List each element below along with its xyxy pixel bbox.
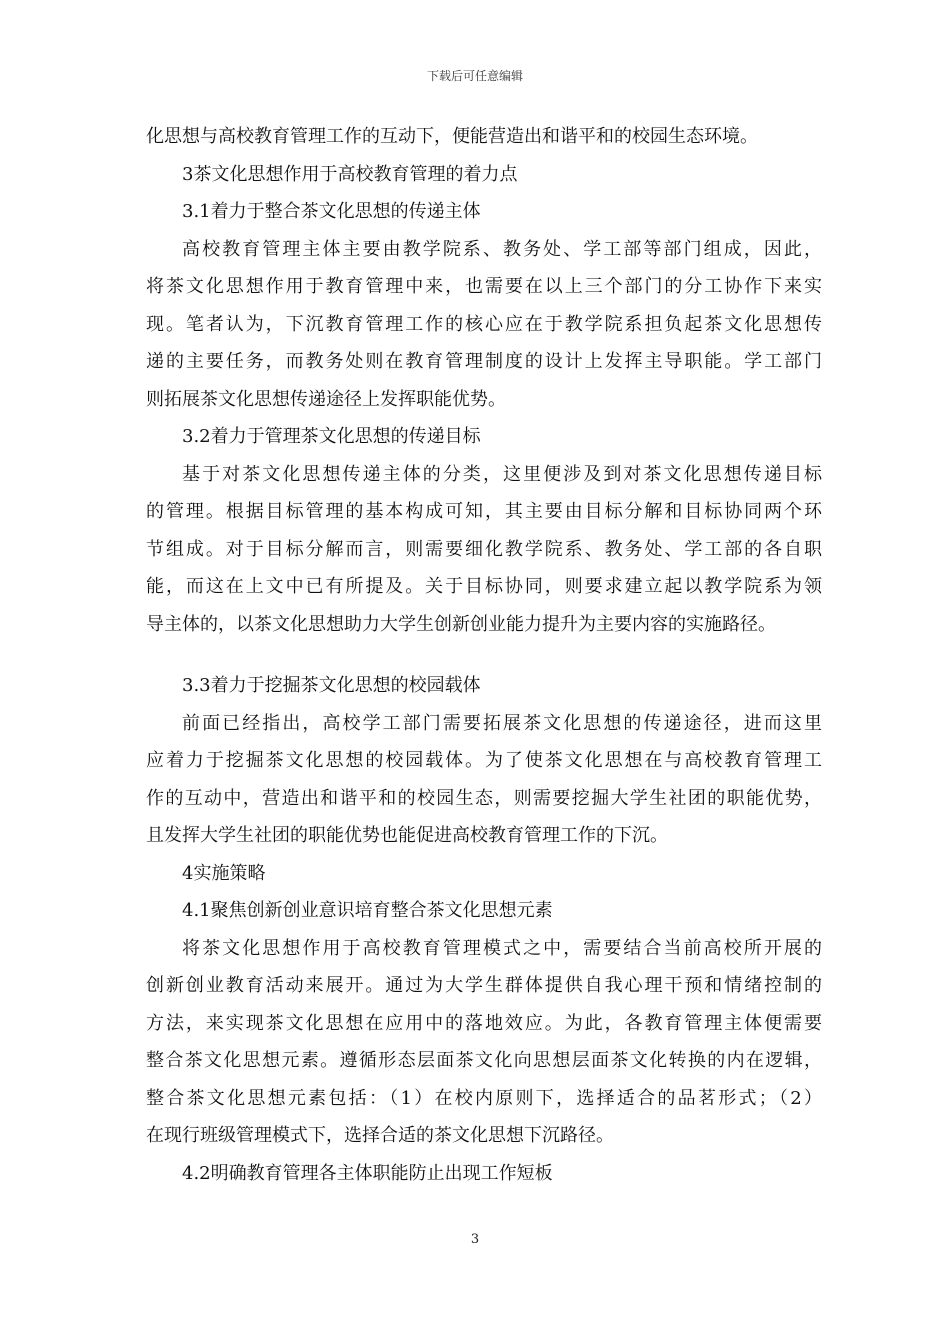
paragraph-line: 且发挥大学生社团的职能优势也能促进高校教育管理工作的下沉。 <box>146 825 668 846</box>
paragraph-line: 整合茶文化思想元素包括：（1）在校内原则下，选择适合的品茗形式；（2） <box>146 1087 822 1109</box>
paragraph-line: 化思想与高校教育管理工作的互动下，便能营造出和谐平和的校园生态环境。 <box>146 126 758 147</box>
subsection-heading: 3.2着力于管理茶文化思想的传递目标 <box>182 426 481 447</box>
paragraph-line: 导主体的，以茶文化思想助力大学生创新创业能力提升为主要内容的实施路径。 <box>146 613 776 635</box>
subsection-heading: 3.3着力于挖掘茶文化思想的校园载体 <box>182 675 481 696</box>
page-number: 3 <box>470 1232 480 1247</box>
blank-line <box>146 643 822 667</box>
document-body <box>146 118 822 1192</box>
subsection-heading: 4.1聚焦创新创业意识培育整合茶文化思想元素 <box>182 900 553 921</box>
paragraph-line: 递的主要任务，而教务处则在教育管理制度的设计上发挥主导职能。学工部门 <box>146 351 822 372</box>
section-heading: 3茶文化思想作用于高校教育管理的着力点 <box>182 163 518 185</box>
paragraph-line: 现。笔者认为，下沉教育管理工作的核心应在于教学院系担负起茶文化思想传 <box>146 313 822 335</box>
paragraph-line: 创新创业教育活动来展开。通过为大学生群体提供自我心理干预和情绪控制的 <box>146 975 822 996</box>
paragraph-line: 的管理。根据目标管理的基本构成可知，其主要由目标分解和目标协同两个环 <box>146 501 822 522</box>
subsection-heading: 3.1着力于整合茶文化思想的传递主体 <box>182 201 481 222</box>
paragraph-line: 整合茶文化思想元素。遵循形态层面茶文化向思想层面茶文化转换的内在逻辑， <box>146 1050 822 1071</box>
paragraph-line: 将茶文化思想作用于教育管理中来，也需要在以上三个部门的分工协作下来实 <box>146 276 822 297</box>
paragraph-line: 则拓展茶文化思想传递途径上发挥职能优势。 <box>146 388 506 410</box>
paragraph-line: 高校教育管理主体主要由教学院系、教务处、学工部等部门组成，因此， <box>182 238 822 260</box>
paragraph-line: 应着力于挖掘茶文化思想的校园载体。为了使茶文化思想在与高校教育管理工 <box>146 750 822 771</box>
paragraph-line: 方法，来实现茶文化思想在应用中的落地效应。为此，各教育管理主体便需要 <box>146 1012 822 1034</box>
section-heading: 4实施策略 <box>182 862 266 884</box>
page-header: 下载后可任意编辑 <box>426 69 523 83</box>
paragraph-line: 能，而这在上文中已有所提及。关于目标协同，则要求建立起以教学院系为领 <box>146 576 822 597</box>
paragraph-line: 节组成。对于目标分解而言，则需要细化教学院系、教务处、学工部的各自职 <box>146 538 822 560</box>
paragraph-line: 将茶文化思想作用于高校教育管理模式之中，需要结合当前高校所开展的 <box>182 937 822 959</box>
paragraph-line: 在现行班级管理模式下，选择合适的茶文化思想下沉路径。 <box>146 1125 614 1146</box>
paragraph-line: 基于对茶文化思想传递主体的分类，这里便涉及到对茶文化思想传递目标 <box>182 463 822 485</box>
subsection-heading: 4.2明确教育管理各主体职能防止出现工作短板 <box>182 1162 553 1184</box>
paragraph-line: 作的互动中，营造出和谐平和的校园生态，则需要挖掘大学生社团的职能优势， <box>146 787 822 809</box>
paragraph-line: 前面已经指出，高校学工部门需要拓展茶文化思想的传递途径，进而这里 <box>182 712 822 734</box>
